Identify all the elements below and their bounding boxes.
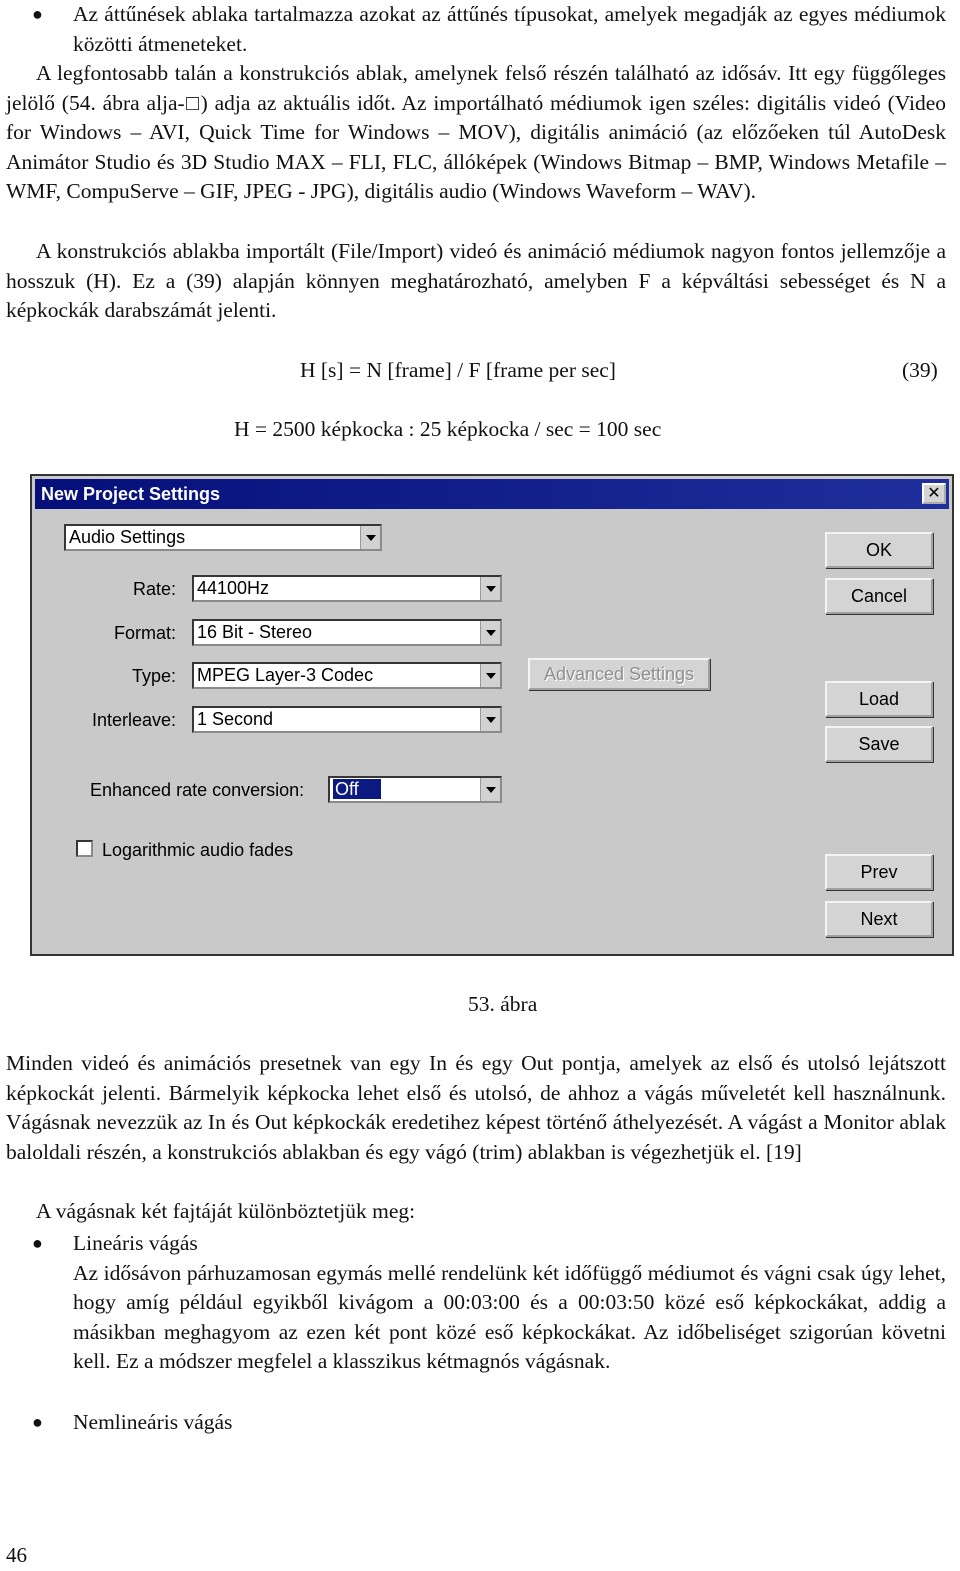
paragraph-length: A konstrukciós ablakba importált (File/Import) videó és animáció médiumok nagyon fontos jellemzője a hosszuk (H). Ez a (39) alapján könnyen meghatározható, amelyben F a képváltási sebességet és N a képkockák darabszámát jelenti. [6,239,946,322]
paragraph-in-out-points: Minden videó és animációs presetnek van egy In és egy Out pontja, amelyek az első és utolsó lejátszott képkockát jelenti. Bármelyik képkocka lehet első és utolsó, de ahhoz a vágás műveletét kell használnunk. Vágásnak nevezzük az In és Out képkockák eredetihez képest történő áthelyezését. A vágást a Monitor ablak baloldali részén, a konstrukciós ablakban és egy vágó (trim) ablakban is végezhetjük el. [19] [6,1051,946,1164]
bullet-item-linear-cut [6,1229,946,1377]
cancel-button[interactable]: Cancel [825,578,933,614]
chevron-down-icon [480,778,500,801]
interleave-select-value: 1 Second [197,709,274,729]
bullet-title: Nemlineáris vágás [73,1410,233,1434]
paragraph-construction-window: A legfontosabb talán a konstrukciós ablak, amelynek felső részén található az idősáv. Itt egy függőleges jelölő (54. ábra alja-□) adja az aktuális időt. Az importálható médiumok igen széles: digitális videó (Video for Windows – AVI, Quick Time for Windows – MOV), digitális animáció (az előzőeken túl AutoDesk Animátor Studio és 3D Studio MAX – FLI, FLC, állóképek (Windows Bitmap – BMP, Windows Metafile – WMF, CompuServe – GIF, JPEG - JPG), digitális audio (Windows Waveform – WAV). [6,61,946,203]
chevron-down-icon [480,664,500,687]
rate-label: Rate: [132,579,176,599]
type-select[interactable] [192,662,502,689]
format-select-value: 16 Bit - Stereo [197,622,313,642]
chevron-down-icon [480,621,500,644]
bullet-dot: ● [32,1233,43,1253]
log-fades-label: Logarithmic audio fades [102,840,294,860]
close-icon[interactable]: ✕ [922,483,946,504]
load-button[interactable]: Load [825,681,933,717]
bullet-body: Az idősávon párhuzamosan egymás mellé rendelünk két időfüggő médiumot és vágni csak úgy lehet, hogy amíg például egyikből kivágom a 00:03:00 és a 00:03:50 közé eső képkockákat, addig a másikban meghagyom az ezen két pont közé eső képkockákat. Az időbeliséget szigorúan követni kell. Ez a módszer megfelel a klasszikus kétmagnós vágásnak. [73,1260,946,1373]
interleave-select[interactable] [192,706,502,733]
page-number: 46 [6,1543,27,1567]
interleave-label: Interleave: [91,710,176,730]
save-button[interactable]: Save [825,726,933,762]
format-select[interactable] [192,619,502,646]
dialog-title: New Project Settings [41,484,221,504]
enhanced-rate-select-value: Off [333,779,381,799]
formula-number: (39) [902,358,938,382]
type-select-value: MPEG Layer-3 Codec [197,665,374,685]
enhanced-rate-label: Enhanced rate conversion: [90,780,305,800]
formula-example: H = 2500 képkocka : 25 képkocka / sec = 100 sec [234,417,662,441]
chevron-down-icon [480,708,500,731]
prev-button[interactable]: Prev [825,854,933,890]
bullet-item-nonlinear-cut [6,1408,946,1438]
type-label: Type: [131,666,176,686]
rate-select[interactable] [192,575,502,602]
advanced-settings-button[interactable]: Advanced Settings [528,658,710,690]
category-select-value: Audio Settings [69,527,186,547]
chevron-down-icon [480,577,500,600]
ok-button[interactable]: OK [825,532,933,568]
bullet-dot: ● [32,1412,43,1432]
new-project-settings-dialog [30,474,954,956]
formula-main: H [s] = N [frame] / F [frame per sec] [300,358,616,382]
rate-select-value: 44100Hz [197,578,270,598]
category-select[interactable] [64,524,382,551]
bullet-dot: ● [32,4,43,24]
paragraph-cut-types: A vágásnak két fajtáját különböztetjük meg: [36,1199,416,1223]
bullet-title: Lineáris vágás [73,1231,198,1255]
bullet-text: Az áttűnések ablaka tartalmazza azokat az áttűnés típusokat, amelyek megadják az egyes médiumok közötti átmeneteket. [73,2,946,56]
bullet-item-transitions [6,0,946,59]
dialog-titlebar [35,479,949,509]
next-button[interactable]: Next [825,901,933,937]
chevron-down-icon [360,526,380,549]
figure-caption: 53. ábra [468,992,538,1016]
enhanced-rate-select[interactable] [328,776,502,803]
log-fades-checkbox[interactable] [76,840,93,857]
format-label: Format: [113,623,176,643]
